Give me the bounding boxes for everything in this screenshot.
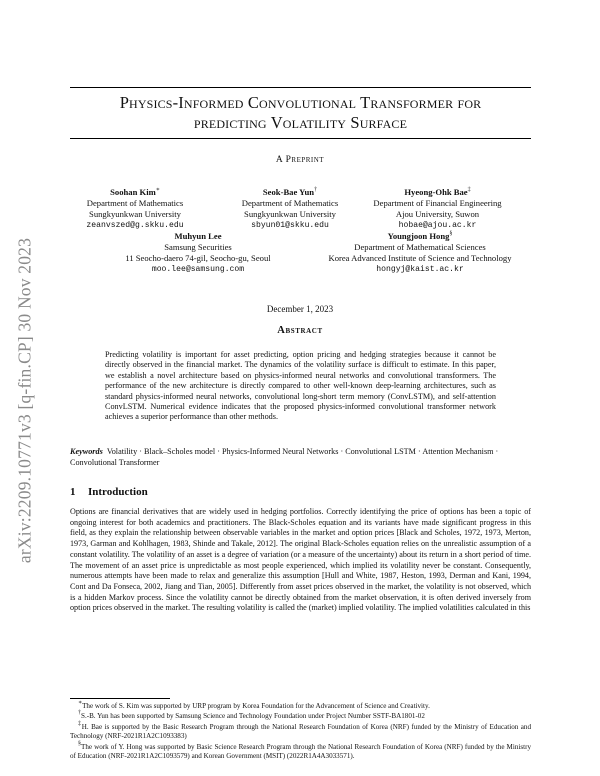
- introduction-paragraph: Options are financial derivatives that are widely used in hedging portfolios. Correctly identifying the price of options has been a topic of ongoing interest for both academics and practitioners. The Black-Scholes equation and its variants have made significant progress in this field, as they explain the relationship between observable variables in the market and option prices [Black and Scholes, 1972, 1973, Merton, 1973, Garman and Kohlhagen, 1983, Shinde and Takale, 2012]. The original Black-Scholes equation relies on the unrealistic assumption of a constant volatility. The volatility of an asset is a degree of variation (or a measure of the uncertainty) about its return in a short period of time. The movement of an asset price is unpredictable as most people experienced, which implied its volatility never be constant. Consequently, numerous attempts have been made to relax and generalize this assumption [Hull and White, 1987, Heston, 1993, Derman and Kani, 1994, Cont and Da Fonseca, 2002, Jiang and Tian, 2005]. Differently from asset prices observed in the market, the volatility is not observed, which is a hidden Markov process. Since the volatility cannot be directly obtained from the market observation, it is often derived inversely from option prices observed in the market. The resulting volatility is called the (market) implied volatility. The implied volatilities calculated in this: [70, 507, 531, 613]
- publication-date: December 1, 2023: [266, 304, 334, 314]
- section-heading: [70, 486, 531, 498]
- footnote-text: H. Bae is supported by the Basic Research Program through the National Research Foundation of Korea (NRF) funded by the Ministry of Education and Technology (NRF-2021R1A2C1093383): [70, 722, 531, 741]
- footnote: [70, 740, 531, 762]
- author-affiliation: Sungkyunkwan University: [89, 209, 181, 219]
- author-footnote-mark: §: [449, 231, 453, 237]
- author-footnote-mark: ∗: [155, 187, 160, 193]
- footnote-text: The work of Y. Hong was supported by Basic Science Research Program through the National Research Foundation of Korea (NRF) funded by the Ministry of Education (NRF-2021R1A2C1093579) and Korean Government (MSIT) (2022R1A4A3033571).: [70, 742, 531, 761]
- author-name: Youngjoon Hong: [387, 231, 450, 241]
- section-number: 1: [70, 486, 76, 498]
- title-rule-top: [70, 87, 531, 88]
- author-affiliation: Department of Mathematical Sciences: [354, 242, 486, 252]
- footnote-mark: ∗: [78, 700, 83, 706]
- footnote: [70, 720, 531, 742]
- author-block: [215, 187, 365, 231]
- author-name: Seok-Bae Yun: [262, 187, 315, 197]
- keywords-label: Keywords: [70, 447, 103, 456]
- footnote: [70, 702, 531, 711]
- author-name: Hyeong-Ohk Bae: [404, 187, 468, 197]
- author-name: Soohan Kim: [110, 187, 156, 197]
- keywords-list: Volatility · Black–Scholes model · Physics-Informed Neural Networks · Convolutional LSTM · Attention Mechanism · Convolutional Transformer: [70, 447, 499, 467]
- footnote-divider: [70, 698, 170, 699]
- paper-title: [70, 93, 531, 133]
- author-affiliation: Samsung Securities: [164, 242, 232, 252]
- author-affiliation: Department of Mathematics: [86, 198, 184, 208]
- footnote-text: S.-B. Yun has been supported by Samsung Science and Technology Foundation under Project Number SSTF-BA1801-02: [81, 712, 425, 721]
- author-block: [350, 187, 525, 231]
- title-line: predicting Volatility Surface: [193, 113, 408, 132]
- abstract-text: Predicting volatility is important for asset predicting, option pricing and hedging strategies because it cannot be directly observed in the financial market. The dynamics of the volatility surface is difficult to estimate. In this paper, we establish a novel architecture based on physics-informed neural networks and convolutional transformers. The performance of the new architecture is directly compared to other well-known deep-learning architectures, such as standard physics-informed neural networks, convolutional long-short term memory (ConvLSTM), and self-attention ConvLSTM. Numerical evidence indicates that the proposed physics-informed convolutional transformer network achieves a superior performance than other methods.: [105, 350, 496, 422]
- author-email[interactable]: moo.lee@samsung.com: [151, 265, 245, 274]
- author-block: [305, 231, 535, 275]
- author-affiliation: 11 Seocho-daero 74-gil, Seocho-gu, Seoul: [125, 253, 271, 263]
- author-email[interactable]: hongyj@kaist.ac.kr: [376, 265, 464, 274]
- author-affiliation: Ajou University, Suwon: [395, 209, 480, 219]
- author-block: [70, 187, 200, 231]
- author-affiliation: Sungkyunkwan University: [244, 209, 336, 219]
- author-footnote-mark: †: [314, 187, 318, 193]
- author-block: [108, 231, 288, 275]
- preprint-label: A Preprint: [275, 155, 325, 165]
- footnote-text: The work of S. Kim was supported by URP program by Korea Foundation for the Advancement of Science and Creativity.: [82, 702, 430, 710]
- footnotes: [70, 702, 531, 762]
- title-line: Physics-Informed Convolutional Transformer for: [119, 93, 482, 112]
- author-affiliation: Department of Mathematics: [241, 198, 339, 208]
- footnote-mark: §: [78, 740, 81, 747]
- footnote-mark: ‡: [78, 720, 82, 727]
- footnote: [70, 712, 531, 721]
- section-title: Introduction: [88, 486, 148, 498]
- author-affiliation: Korea Advanced Institute of Science and Technology: [328, 253, 512, 263]
- footnote-mark: †: [78, 710, 81, 717]
- author-name: Muhyun Lee: [174, 231, 222, 241]
- author-affiliation: Department of Financial Engineering: [373, 198, 502, 208]
- abstract-heading: Abstract: [277, 325, 323, 336]
- author-email[interactable]: sbyun01@skku.edu: [251, 221, 329, 230]
- arxiv-identifier: arXiv:2209.10771v3 [q-fin.CP] 30 Nov 2023: [14, 237, 35, 564]
- author-email[interactable]: hobae@ajou.ac.kr: [398, 221, 477, 230]
- author-email[interactable]: zeanvszed@g.skku.edu: [86, 221, 184, 230]
- author-footnote-mark: ‡: [467, 187, 471, 193]
- title-rule-bottom: [70, 138, 531, 139]
- keywords: [70, 447, 531, 468]
